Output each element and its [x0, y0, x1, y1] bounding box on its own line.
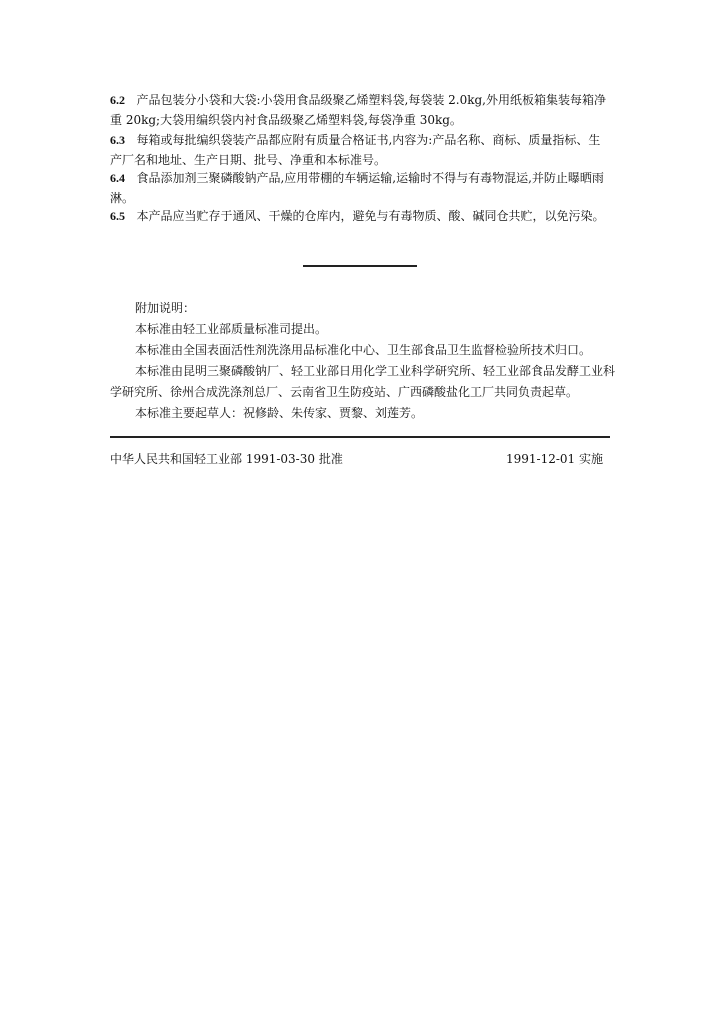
section-6-4: [110, 168, 610, 208]
section-text: 食品添加剂三聚磷酸钠产品,应用带棚的车辆运输,运输时不得与有毒物混运,并防止曝晒雨淋。: [110, 171, 604, 205]
notes-line: 本标准由轻工业部质量标准司提出。: [135, 322, 328, 336]
section-6-2: [110, 90, 610, 130]
additional-notes: [110, 298, 615, 424]
notes-heading: 附加说明：: [135, 301, 196, 315]
section-number: 6.2: [110, 93, 125, 107]
end-of-text-divider: [303, 265, 417, 267]
section-text: 本产品应当贮存于通风、干燥的仓库内，避免与有毒物质、酸、碱同仓共贮，以免污染。: [136, 209, 605, 223]
effective-date: 1991-12-01 实施: [506, 452, 604, 466]
section-number: 6.5: [110, 209, 125, 223]
approval-line: 中华人民共和国轻工业部 1991-03-30 批准: [110, 452, 343, 466]
notes-line: 本标准由昆明三聚磷酸钠厂、轻工业部日用化学工业科学研究所、轻工业部食品发酵工业科学研究所、徐州合成洗涤剂总厂、云南省卫生防疫站、广西磷酸盐化工厂共同负责起草。: [110, 364, 616, 399]
footer-divider: [110, 436, 610, 438]
section-text: 产品包装分小袋和大袋:小袋用食品级聚乙烯塑料袋,每袋装 2.0kg,外用纸板箱集装每箱净重 20kg;大袋用编织袋内衬食品级聚乙烯塑料袋,每袋净重 30kg。: [110, 93, 606, 127]
section-6-5: [110, 206, 610, 226]
section-text: 每箱或每批编织袋装产品都应附有质量合格证书,内容为:产品名称、商标、质量指标、生产厂名和地址、生产日期、批号、净重和本标准号。: [110, 133, 601, 167]
section-number: 6.3: [110, 133, 125, 147]
notes-line: 本标准主要起草人：祝修龄、朱传家、贾黎、刘莲芳。: [135, 406, 424, 420]
notes-line: 本标准由全国表面活性剂洗涤用品标准化中心、卫生部食品卫生监督检验所技术归口。: [135, 343, 592, 357]
section-6-3: [110, 130, 610, 170]
section-number: 6.4: [110, 171, 125, 185]
